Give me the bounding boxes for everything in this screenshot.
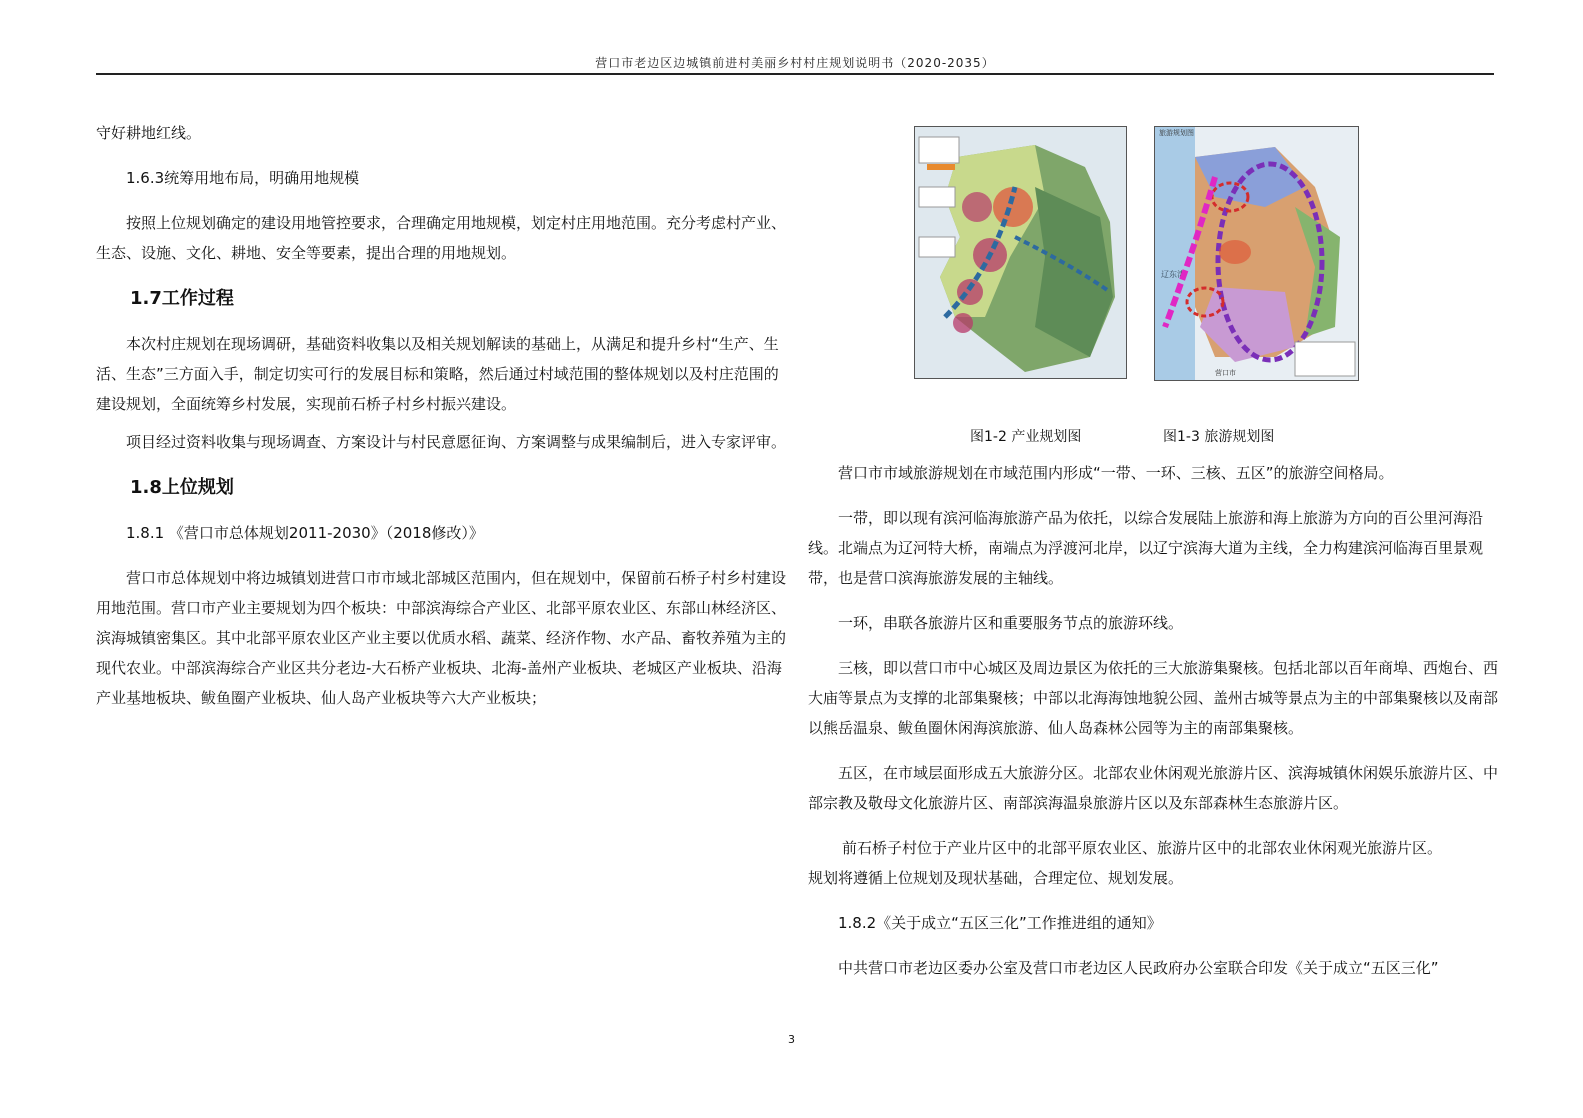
figure-caption: 图1-2 产业规划图	[970, 429, 1082, 445]
subsection-heading: 1.6.3统筹用地布局，明确用地规模	[126, 169, 360, 187]
left-column	[96, 118, 786, 713]
sea	[1155, 127, 1195, 380]
industry-core	[953, 313, 973, 333]
paragraph: 一环，串联各旅游片区和重要服务节点的旅游环线。	[838, 614, 1184, 632]
paragraph: 中共营口市老边区委办公室及营口市老边区人民政府办公室联合印发《关于成立“五区三化”	[838, 959, 1439, 977]
paragraph: 五区，在市域层面形成五大旅游分区。北部农业休闲观光旅游片区、滨海城镇休闲娱乐旅游片区、中部宗教及敬母文化旅游片区、南部滨海温泉旅游片区以及东部森林生态旅游片区。	[808, 764, 1499, 812]
page-number: 3	[788, 1033, 795, 1046]
paragraph: 守好耕地红线。	[96, 124, 202, 142]
section-heading: 1.8上位规划	[130, 477, 234, 498]
legend-box	[919, 137, 959, 163]
tourism-core	[1219, 240, 1251, 264]
paragraph: 三核，即以营口市中心城区及周边景区为依托的三大旅游集聚核。包括北部以百年商埠、西炮台、西大庙等景点为支撑的北部集聚核；中部以北海海蚀地貌公园、盖州古城等景点为主的中部集聚核以及南部以熊岳温泉、鲅鱼圈休闲海滨旅游、仙人岛森林公园等为主的南部集聚核。	[808, 659, 1499, 737]
sea-label: 辽东湾	[1161, 270, 1185, 279]
map-city-label: 营口市	[1215, 369, 1236, 377]
figure-caption: 图1-3 旅游规划图	[1163, 429, 1275, 445]
industry-core	[957, 279, 983, 305]
legend-box	[919, 187, 955, 207]
paragraph: 项目经过资料收集与现场调查、方案设计与村民意愿征询、方案调整与成果编制后，进入专家评审。	[126, 433, 787, 451]
industry-core	[993, 187, 1033, 227]
legend-box	[919, 237, 955, 257]
right-column	[808, 458, 1498, 983]
paragraph: 一带，即以现有滨河临海旅游产品为依托，以综合发展陆上旅游和海上旅游为方向的百公里河海沿线。北端点为辽河特大桥，南端点为浮渡河北岸，以辽宁滨海大道为主线，全力构建滨河临海百里景观带，也是营口滨海旅游发展的主轴线。	[808, 509, 1484, 587]
legend-box	[1295, 342, 1355, 376]
map-title: 旅游规划图	[1159, 129, 1194, 137]
tourism-map-graphic	[1155, 127, 1358, 380]
section-heading: 1.7工作过程	[130, 288, 234, 309]
industry-core	[962, 192, 992, 222]
paragraph: 营口市总体规划中将边城镇划进营口市市域北部城区范围内，但在规划中，保留前石桥子村乡村建设用地范围。营口市产业主要规划为四个板块：中部滨海综合产业区、北部平原农业区、东部山林经济区、滨海城镇密集区。其中北部平原农业区产业主要以优质水稻、蔬菜、经济作物、水产品、畜牧养殖为主的现代农业。中部滨海综合产业区共分老边-大石桥产业板块、北海-盖州产业板块、老城区产业板块、沿海产业基地板块、鲅鱼圈产业板块、仙人岛产业板块等六大产业板块；	[96, 569, 787, 707]
paragraph: 规划将遵循上位规划及现状基础，合理定位、规划发展。	[808, 869, 1184, 887]
page-header: 营口市老边区边城镇前进村美丽乡村村庄规划说明书（2020-2035）	[595, 56, 995, 70]
tourism-planning-map	[1154, 126, 1359, 381]
industry-planning-map	[914, 126, 1127, 379]
subsection-heading: 1.8.2《关于成立“五区三化”工作推进组的通知》	[838, 914, 1162, 932]
paragraph: 本次村庄规划在现场调研，基础资料收集以及相关规划解读的基础上，从满足和提升乡村“生产、生活、生态”三方面入手，制定切实可行的发展目标和策略，然后通过村域范围的整体规划以及村庄范围的建设规划，全面统筹乡村发展，实现前石桥子村乡村振兴建设。	[96, 335, 779, 413]
paragraph: 按照上位规划确定的建设用地管控要求，合理确定用地规模，划定村庄用地范围。充分考虑村产业、生态、设施、文化、耕地、安全等要素，提出合理的用地规划。	[96, 214, 787, 262]
paragraph: 营口市市域旅游规划在市域范围内形成“一带、一环、三核、五区”的旅游空间格局。	[838, 464, 1394, 482]
industry-map-graphic	[915, 127, 1126, 378]
subsection-heading: 1.8.1 《营口市总体规划2011-2030》（2018修改）》	[126, 524, 484, 542]
paragraph: 前石桥子村位于产业片区中的北部平原农业区、旅游片区中的北部农业休闲观光旅游片区。	[842, 839, 1443, 857]
header-rule	[96, 73, 1494, 75]
